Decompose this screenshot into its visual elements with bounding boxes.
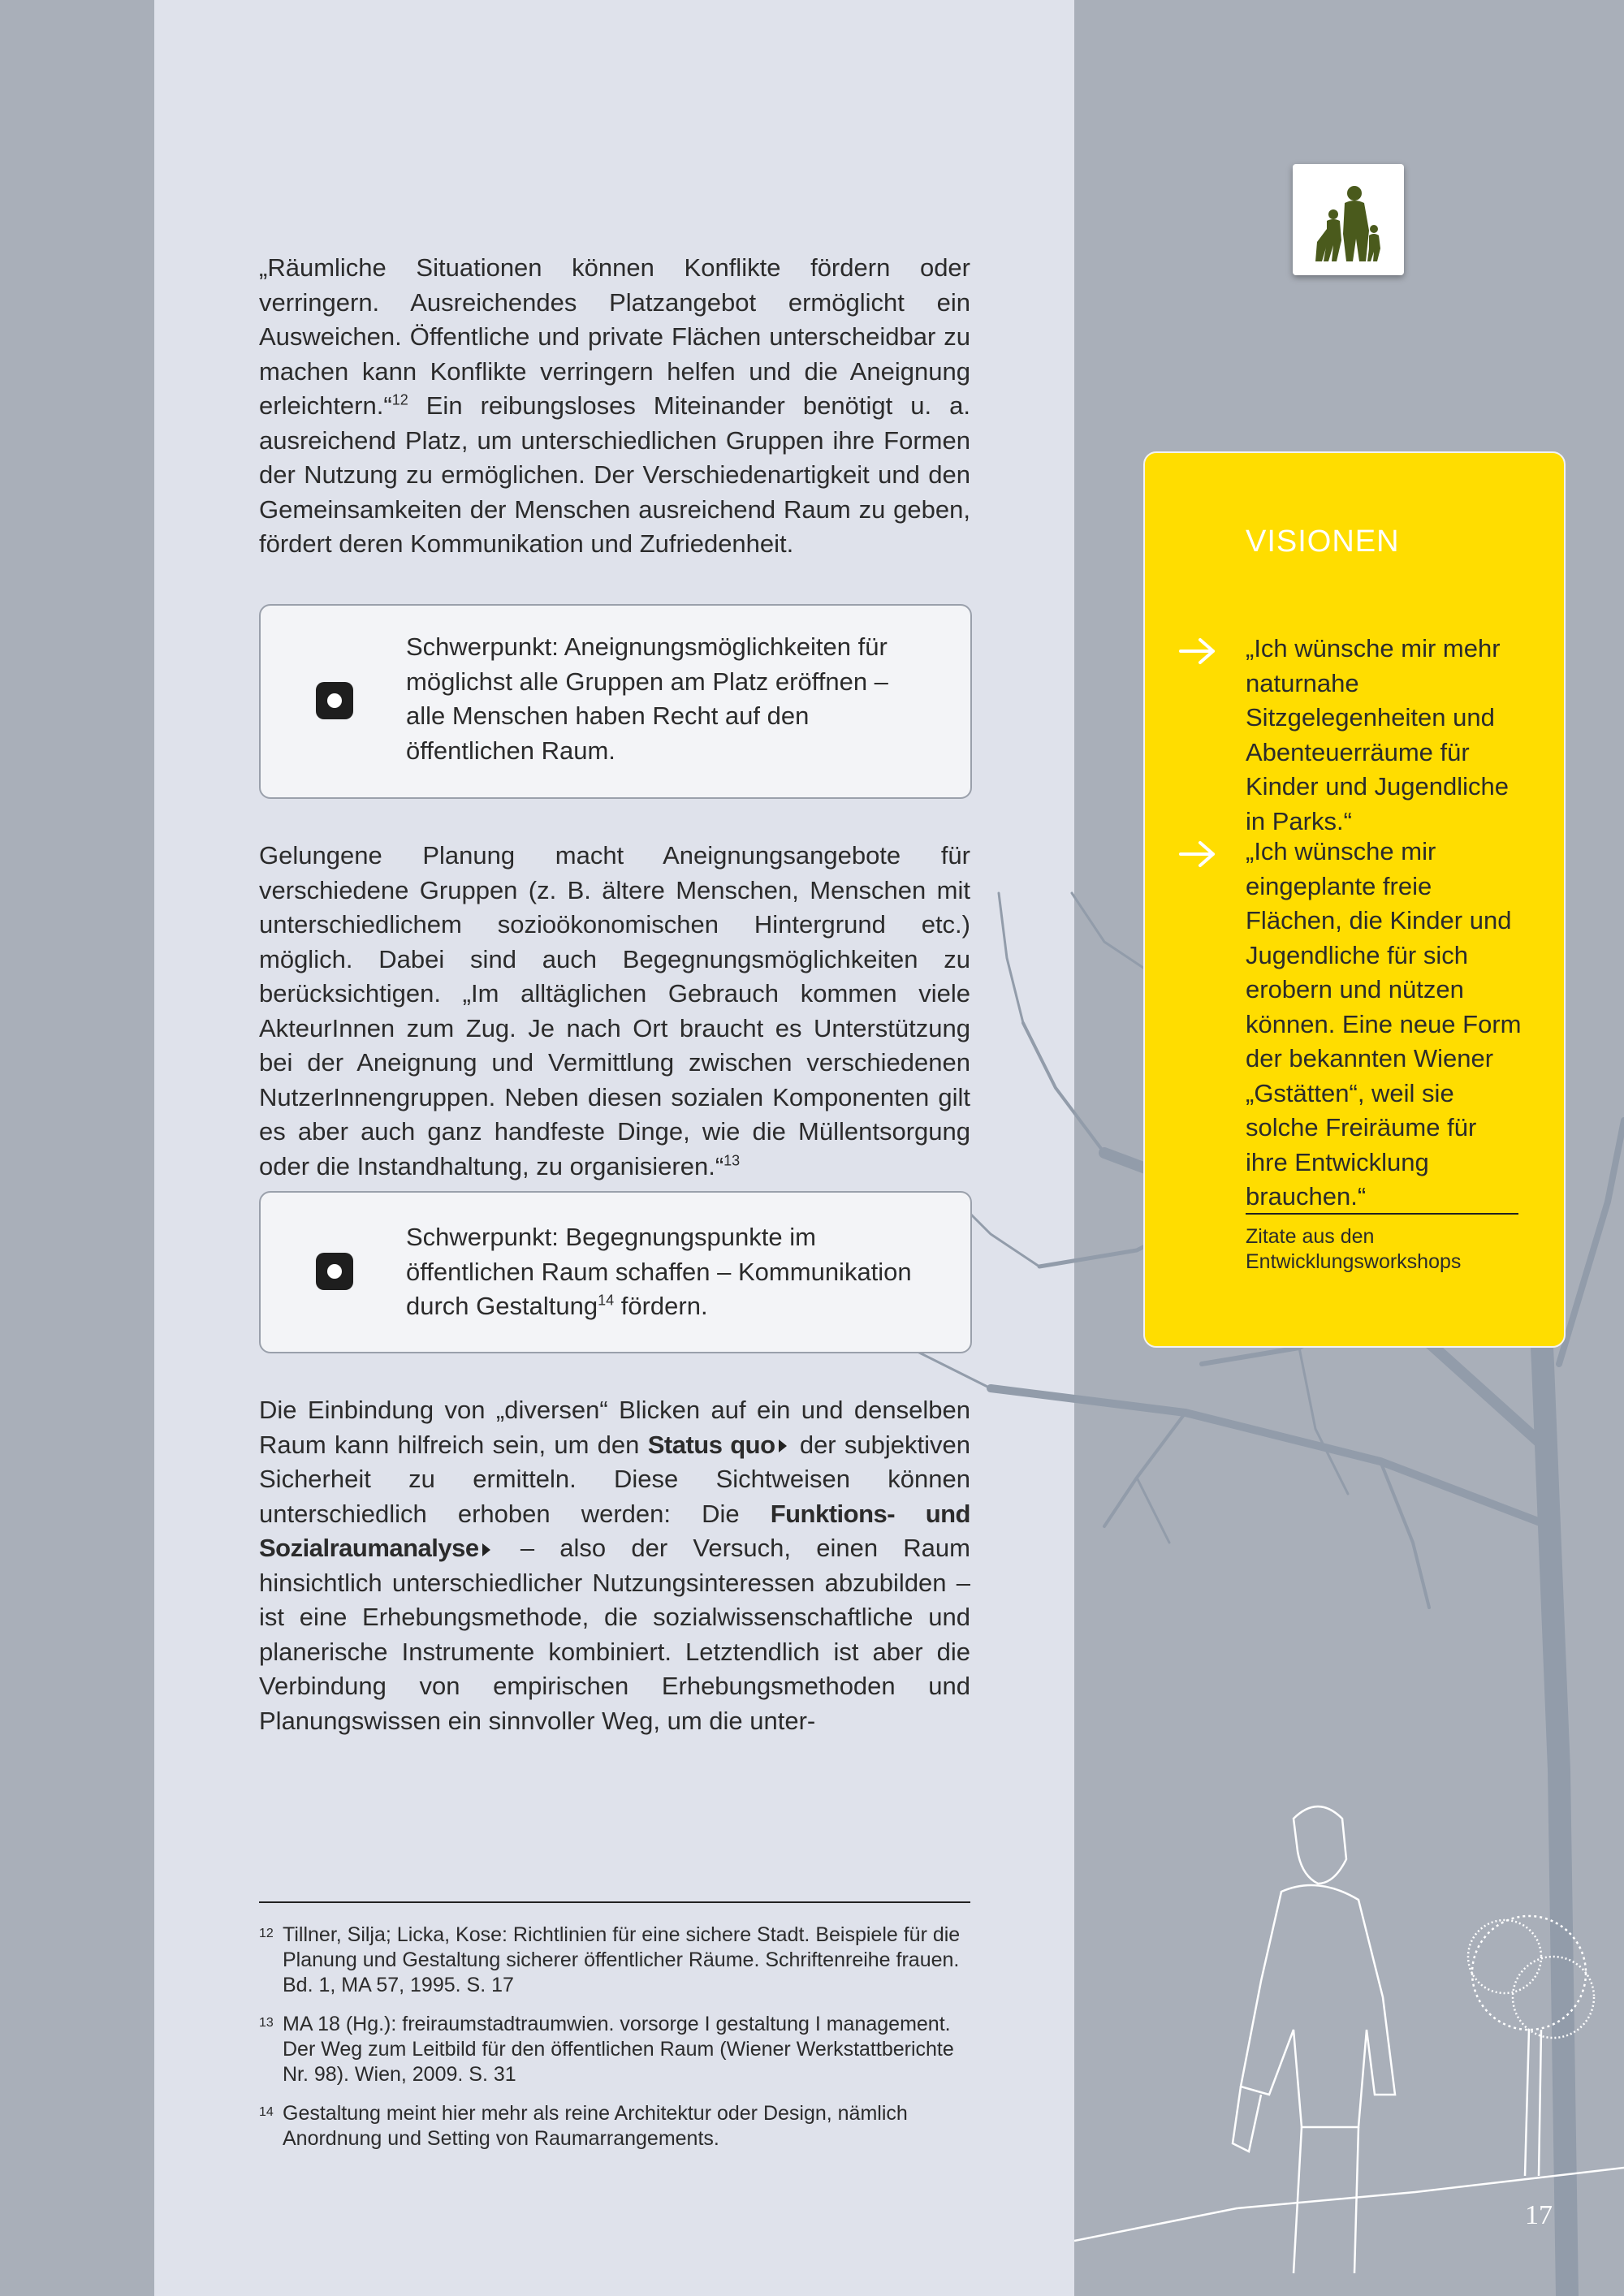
sozialraumanalyse-link[interactable]: Funktions- und Sozialraumanalyse xyxy=(259,1499,970,1562)
vision-quote-1: „Ich wünsche mir mehr naturnahe Sitzgelegenheiten und Abenteuerräume für Kinder und Jugendliche in Parks.“ xyxy=(1246,634,1510,835)
status-quo-link[interactable]: Status quo xyxy=(647,1430,775,1459)
focus-box-1-text: Schwerpunkt: Aneignungsmöglichkeiten für möglichst alle Gruppen am Platz eröffnen – alle Menschen haben Recht auf den öffentlichen Raum. xyxy=(406,632,888,765)
footnote-number: 14 xyxy=(259,2105,274,2119)
paragraph-3-part-c: – also der Versuch, einen Raum hinsichtlich unterschiedlicher Nutzungsinteressen abzubilden – ist eine Erhebungsmethode, die sozialwissenschaftliche und planerische Instrumente kombiniert. Letztendlich ist aber die Verbindung von empirischen Erhebungsmethoden und Planungswissen ein sinnvoller Weg, um die unter- xyxy=(259,1534,970,1735)
link-arrow-icon xyxy=(779,1439,787,1452)
footnotes-divider xyxy=(259,1901,970,1903)
footnote-ref-13[interactable]: 13 xyxy=(723,1152,741,1169)
visions-divider xyxy=(1246,1213,1518,1215)
left-margin-strip xyxy=(0,0,154,2296)
paragraph-1-continued: Ein reibungsloses Miteinander benötigt u. a. ausreichend Platz, um unterschiedlichen Gruppen ihre Formen der Nutzung zu ermöglichen. Der Verschiedenartigkeit und den Gemeinsamkeiten der Menschen ausreichend Raum zu geben, fördert deren Kommunikation und Zufriedenheit. xyxy=(259,391,970,558)
focus-box-2-text-main: Schwerpunkt: Begegnungspunkte im öffentlichen Raum schaffen – Kommunikation durch Gestaltung xyxy=(406,1223,912,1320)
paragraph-2 xyxy=(259,839,970,1184)
visions-box xyxy=(1143,451,1566,1348)
family-icon xyxy=(1293,164,1404,275)
footnote-number: 12 xyxy=(259,1927,274,1940)
footnote-text: MA 18 (Hg.): freiraumstadtraumwien. vorsorge I gestaltung I management. Der Weg zum Leitbild für den öffentlichen Raum (Wiener Werkstattberichte Nr. 98). Wien, 2009. S. 31 xyxy=(283,2013,954,2086)
family-icon-card xyxy=(1293,164,1404,275)
focus-box-2-text xyxy=(406,1220,926,1324)
paragraph-2-text: Gelungene Planung macht Aneignungsangebote für verschiedene Gruppen (z. B. ältere Menschen, Menschen mit unterschiedlichem sozioökonomischen Hintergrund etc.) möglich. Dabei sind auch Begegnungsmöglichkeiten zu berücksichtigen. „Im alltäglichen Gebrauch kommen viele AkteurInnen zum Zug. Je nach Ort braucht es Unterstützung bei der Aneignung und Vermittlung zwischen verschiedenen NutzerInnengruppen. Neben diesen sozialen Komponenten gilt es aber auch ganz handfeste Dinge, wie die Müllentsorgung oder die Instandhaltung, zu organisieren.“ xyxy=(259,841,970,1180)
arrow-right-icon xyxy=(1177,838,1218,870)
footnote-ref-14[interactable]: 14 xyxy=(598,1292,615,1309)
focus-box-2-text-end: fördern. xyxy=(614,1292,708,1320)
footnote-number: 13 xyxy=(259,2016,274,2030)
paragraph-3-part-a: Die Einbindung von „diversen“ Blicken auf ein und denselben Raum kann hilfreich sein, um den xyxy=(259,1396,970,1459)
focus-bullet-icon xyxy=(316,1253,353,1290)
focus-bullet-icon xyxy=(316,682,353,719)
visions-source: Zitate aus den Entwicklungsworkshops xyxy=(1246,1225,1462,1273)
footnote-ref-12[interactable]: 12 xyxy=(391,391,408,408)
focus-box-2 xyxy=(259,1191,972,1353)
paragraph-1-quote: „Räumliche Situationen können Konflikte fördern oder verringern. Ausreichendes Platzangebot ermöglicht ein Ausweichen. Öffentliche und private Flächen unterscheidbar zu machen kann Konflikte verringern helfen und die Aneignung erleichtern.“ xyxy=(259,253,970,420)
footnote-text: Gestaltung meint hier mehr als reine Architektur oder Design, nämlich Anordnung und Setting von Raumarrangements. xyxy=(283,2102,908,2150)
vision-quote-2: „Ich wünsche mir eingeplante freie Flächen, die Kinder und Jugendliche für sich erobern und nützen können. Eine neue Form der bekannten Wiener „Gstätten“, weil sie solche Freiräume für ihre Entwicklung brauchen.“ xyxy=(1246,837,1522,1211)
footnote-text: Tillner, Silja; Licka, Kose: Richtlinien für eine sichere Stadt. Beispiele für die Planung und Gestaltung sicherer öffentlicher Räume. Schriftenreihe frauen. Bd. 1, MA 57, 1995. S. 17 xyxy=(283,1923,961,1996)
focus-box-1 xyxy=(259,604,972,799)
page-number: 17 xyxy=(1525,2200,1553,2230)
paragraph-1 xyxy=(259,251,970,562)
visions-title: VISIONEN xyxy=(1246,524,1400,559)
paragraph-3-part-b: der subjektiven Sicherheit zu ermitteln. Diese Sichtweisen können unterschiedlich erhoben werden: Die xyxy=(259,1430,971,1528)
arrow-right-icon xyxy=(1177,635,1218,667)
link-arrow-icon xyxy=(482,1543,490,1556)
paragraph-3 xyxy=(259,1393,970,1738)
